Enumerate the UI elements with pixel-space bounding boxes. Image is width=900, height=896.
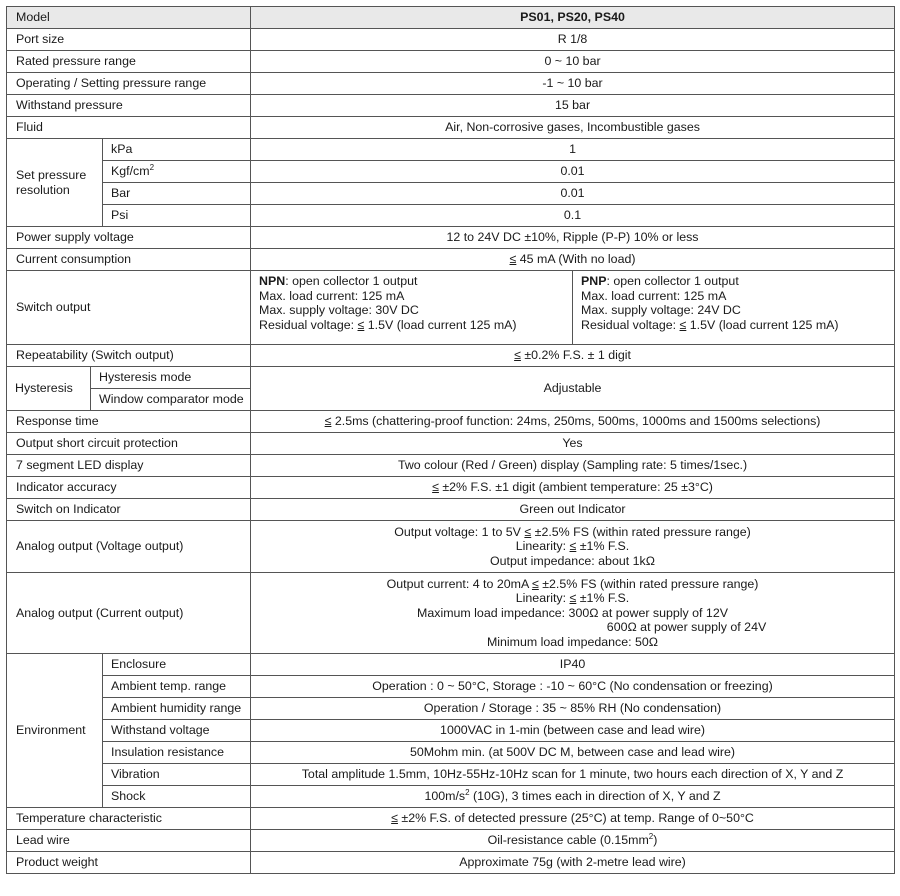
indicator-accuracy-row	[7, 477, 895, 499]
environment-enclosure-row	[7, 654, 895, 676]
row-value: 0.01	[251, 161, 895, 183]
unit-label: Bar	[103, 183, 251, 205]
shock-value-rest: (10G), 3 times each in direction of X, Y and Z	[469, 789, 721, 804]
row-value: IP40	[251, 654, 895, 676]
pnp-supply-voltage: Max. supply voltage: 24V DC	[581, 303, 741, 318]
pnp-residual-label: Residual voltage:	[581, 317, 680, 332]
row-value: Operation / Storage : 35 ~ 85% RH (No condensation)	[251, 698, 895, 720]
row-label: Switch output	[7, 271, 251, 345]
env-item-label: Withstand voltage	[103, 720, 251, 742]
unit-label: kPa	[103, 139, 251, 161]
row-value: 15 bar	[251, 95, 895, 117]
environment-humidity-row	[7, 698, 895, 720]
response-time-row	[7, 411, 895, 433]
linearity-label: Linearity:	[515, 591, 570, 606]
repeatability-row	[7, 345, 895, 367]
hysteresis-label: Hysteresis	[7, 367, 91, 411]
current-consumption-row	[7, 249, 895, 271]
pnp-residual-value: 1.5V (load current 125 mA)	[686, 317, 839, 332]
row-value: Two colour (Red / Green) display (Sampling rate: 5 times/1sec.)	[251, 455, 895, 477]
row-label: Response time	[7, 411, 251, 433]
spec-table	[6, 6, 895, 874]
lead-value-rest: )	[653, 833, 658, 848]
le-symbol: ≤	[531, 576, 539, 591]
analog-current-row	[7, 573, 895, 654]
hysteresis-value: Adjustable	[251, 367, 895, 411]
row-label: Analog output (Voltage output)	[7, 521, 251, 573]
le-symbol: ≤	[514, 348, 521, 363]
value-text: ±2% F.S. of detected pressure (25°C) at temp. Range of 0~50°C	[397, 811, 754, 826]
row-label: Indicator accuracy	[7, 477, 251, 499]
output-impedance: Output impedance: about 1kΩ	[490, 553, 655, 568]
row-label: Withstand pressure	[7, 95, 251, 117]
resolution-kpa-row	[7, 139, 895, 161]
model-names: PS01, PS20, PS40	[251, 7, 895, 29]
environment-shock-row	[7, 786, 895, 808]
resolution-label: Set pressure resolution	[7, 139, 103, 227]
le-symbol: ≤	[432, 480, 439, 495]
resolution-bar-row	[7, 183, 895, 205]
current-line-1a: Output current: 4 to 20mA	[386, 576, 532, 591]
row-label: Power supply voltage	[7, 227, 251, 249]
min-load-impedance: Minimum load impedance: 50Ω	[486, 634, 659, 649]
le-symbol: ≤	[679, 317, 687, 332]
row-value: Air, Non-corrosive gases, Incombustible gases	[251, 117, 895, 139]
switch-output-row	[7, 271, 895, 345]
unit-label: Psi	[103, 205, 251, 227]
row-value	[251, 830, 895, 852]
row-value: Operation : 0 ~ 50°C, Storage : -10 ~ 60°C (No condensation or freezing)	[251, 676, 895, 698]
analog-current-spec	[251, 573, 895, 654]
value-text: 45 mA (With no load)	[516, 252, 636, 267]
row-value: 0.1	[251, 205, 895, 227]
le-symbol: ≤	[569, 539, 577, 554]
le-symbol: ≤	[391, 811, 398, 826]
environment-label: Environment	[7, 654, 103, 808]
row-value	[251, 477, 895, 499]
row-label: Fluid	[7, 117, 251, 139]
npn-desc: : open collector 1 output	[285, 274, 418, 288]
row-label: 7 segment LED display	[7, 455, 251, 477]
unit-superscript: 2	[149, 163, 155, 173]
row-label: Temperature characteristic	[7, 808, 251, 830]
linearity-value: ±1% F.S.	[576, 591, 630, 606]
resolution-psi-row	[7, 205, 895, 227]
lead-value: Oil-resistance cable (0.15mm	[487, 833, 649, 848]
row-label: Port size	[7, 29, 251, 51]
le-symbol: ≤	[324, 414, 332, 429]
le-symbol: ≤	[509, 252, 517, 267]
row-value: 0.01	[251, 183, 895, 205]
hysteresis-mode-row	[7, 367, 895, 389]
env-item-label: Enclosure	[103, 654, 251, 676]
power-supply-row	[7, 227, 895, 249]
row-value: 12 to 24V DC ±10%, Ripple (P-P) 10% or less	[251, 227, 895, 249]
row-value	[251, 786, 895, 808]
row-value: -1 ~ 10 bar	[251, 73, 895, 95]
pnp-type: PNP	[581, 274, 607, 288]
pnp-desc: : open collector 1 output	[606, 274, 739, 288]
row-value: 1000VAC in 1-min (between case and lead wire)	[251, 720, 895, 742]
env-item-label: Ambient temp. range	[103, 676, 251, 698]
row-label: Repeatability (Switch output)	[7, 345, 251, 367]
environment-voltage-row	[7, 720, 895, 742]
voltage-line-1b: ±2.5% FS (within rated pressure range)	[531, 524, 751, 539]
short-circuit-row	[7, 433, 895, 455]
row-value: Yes	[251, 433, 895, 455]
le-symbol: ≤	[524, 524, 532, 539]
npn-residual-label: Residual voltage:	[259, 317, 358, 332]
row-value: Approximate 75g (with 2-metre lead wire)	[251, 852, 895, 874]
env-item-label: Vibration	[103, 764, 251, 786]
environment-vibration-row	[7, 764, 895, 786]
switch-indicator-row	[7, 499, 895, 521]
pnp-output-spec	[573, 271, 895, 345]
temperature-characteristic-row	[7, 808, 895, 830]
header-label: Model	[7, 7, 251, 29]
value-text: 2.5ms (chattering-proof function: 24ms, 250ms, 500ms, 1000ms and 1500ms selections)	[331, 414, 821, 429]
row-label: Switch on Indicator	[7, 499, 251, 521]
npn-supply-voltage: Max. supply voltage: 30V DC	[259, 303, 419, 318]
analog-voltage-row	[7, 521, 895, 573]
row-value	[251, 808, 895, 830]
row-value: 50Mohm min. (at 500V DC M, between case and lead wire)	[251, 742, 895, 764]
led-display-row	[7, 455, 895, 477]
row-value	[251, 411, 895, 433]
row-label: Current consumption	[7, 249, 251, 271]
pnp-load-current: Max. load current: 125 mA	[581, 288, 727, 303]
header-row	[7, 7, 895, 29]
npn-output-spec	[251, 271, 573, 345]
resolution-kgf-row	[7, 161, 895, 183]
row-label: Rated pressure range	[7, 51, 251, 73]
value-text: ±2% F.S. ±1 digit (ambient temperature: 25 ±3°C)	[438, 480, 713, 495]
rated-pressure-row	[7, 51, 895, 73]
row-label: Output short circuit protection	[7, 433, 251, 455]
env-item-label: Shock	[103, 786, 251, 808]
linearity-label: Linearity:	[515, 539, 570, 554]
row-label: Operating / Setting pressure range	[7, 73, 251, 95]
withstand-pressure-row	[7, 95, 895, 117]
unit-label	[103, 161, 251, 183]
lead-wire-row	[7, 830, 895, 852]
env-item-label: Insulation resistance	[103, 742, 251, 764]
lead-superscript: 2	[648, 832, 654, 842]
environment-insulation-row	[7, 742, 895, 764]
row-value: 1	[251, 139, 895, 161]
row-value: Green out Indicator	[251, 499, 895, 521]
shock-value: 100m/s	[424, 789, 466, 804]
row-value	[251, 249, 895, 271]
value-text: ±0.2% F.S. ± 1 digit	[520, 348, 631, 363]
analog-voltage-spec	[251, 521, 895, 573]
unit-text: Kgf/cm	[111, 164, 150, 179]
npn-type: NPN	[259, 274, 286, 288]
linearity-value: ±1% F.S.	[576, 539, 630, 554]
hysteresis-mode: Hysteresis mode	[91, 367, 251, 389]
operating-pressure-row	[7, 73, 895, 95]
row-value: Total amplitude 1.5mm, 10Hz-55Hz-10Hz scan for 1 minute, two hours each direction of X, Y and Z	[251, 764, 895, 786]
le-symbol: ≤	[357, 317, 365, 332]
environment-temp-row	[7, 676, 895, 698]
window-comparator-mode: Window comparator mode	[91, 389, 251, 411]
current-line-1b: ±2.5% FS (within rated pressure range)	[538, 576, 759, 591]
shock-superscript: 2	[465, 788, 470, 798]
row-label: Product weight	[7, 852, 251, 874]
row-value: 0 ~ 10 bar	[251, 51, 895, 73]
max-load-impedance: Maximum load impedance: 300Ω at power supply of 12V	[417, 605, 728, 620]
env-item-label: Ambient humidity range	[103, 698, 251, 720]
port-size-row	[7, 29, 895, 51]
row-label: Analog output (Current output)	[7, 573, 251, 654]
npn-load-current: Max. load current: 125 mA	[259, 288, 405, 303]
voltage-line-1a: Output voltage: 1 to 5V	[394, 524, 525, 539]
npn-residual-value: 1.5V (load current 125 mA)	[364, 317, 517, 332]
row-value	[251, 345, 895, 367]
le-symbol: ≤	[569, 591, 577, 606]
row-label: Lead wire	[7, 830, 251, 852]
row-value: R 1/8	[251, 29, 895, 51]
fluid-row	[7, 117, 895, 139]
max-load-impedance-24v: 600Ω at power supply of 24V	[606, 620, 767, 635]
product-weight-row	[7, 852, 895, 874]
